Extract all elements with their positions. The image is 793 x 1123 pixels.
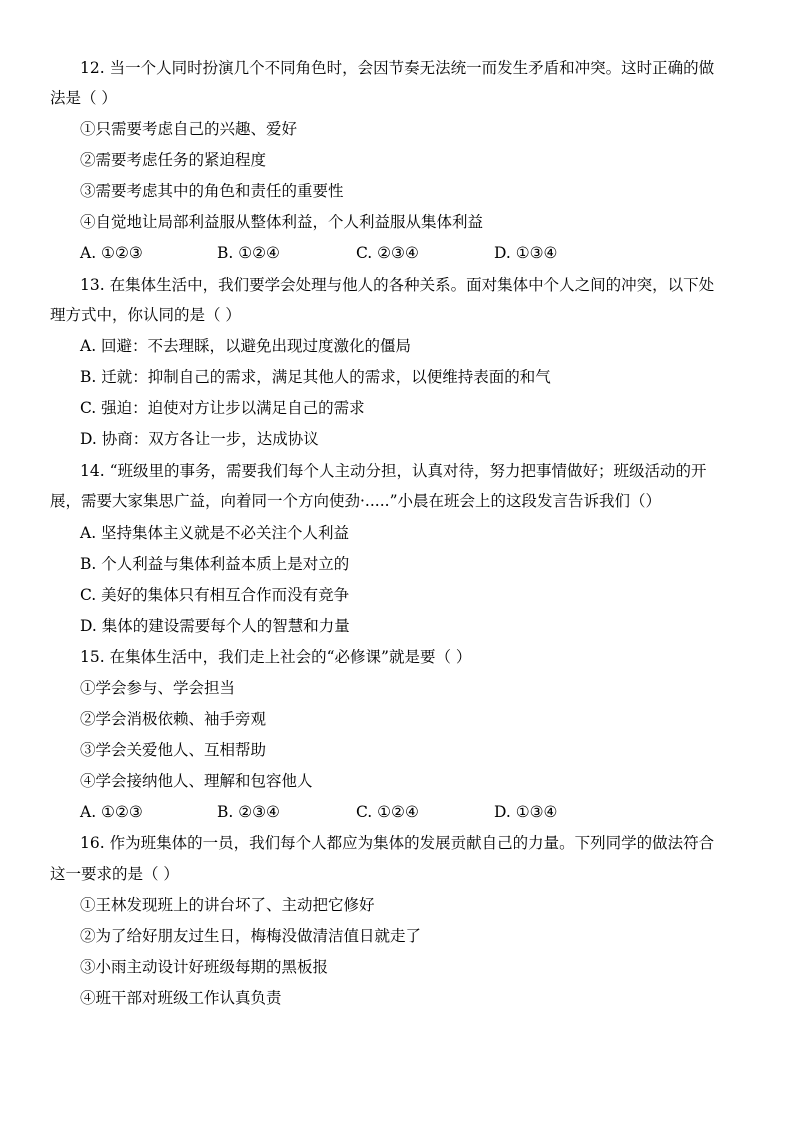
question-stem: 在集体生活中，我们要学会处理与他人的各种关系。面对集体中个人之间的冲突，以下处: [109, 276, 715, 294]
option-b: B. 个人利益与集体利益本质上是对立的: [80, 555, 350, 573]
option-a: A. 坚持集体主义就是不必关注个人利益: [80, 524, 350, 542]
statement-2: ②学会消极依赖、袖手旁观: [80, 710, 267, 728]
statement-1: ①只需要考虑自己的兴趣、爱好: [80, 120, 298, 138]
statement-1: ①王林发现班上的讲台坏了、主动把它修好: [80, 896, 375, 914]
option-b: B. 迁就：抑制自己的需求，满足其他人的需求，以便维持表面的和气: [80, 368, 551, 386]
option-c: C. 强迫：迫使对方让步以满足自己的需求: [80, 399, 365, 417]
option-a: A. 回避：不去理睬，以避免出现过度激化的僵局: [80, 337, 412, 355]
statement-3: ③需要考虑其中的角色和责任的重要性: [80, 182, 344, 200]
choice-b: B. ①②④: [217, 244, 280, 262]
choice-d: D. ①③④: [494, 244, 558, 262]
question-stem: “班级里的事务，需要我们每个人主动分担，认真对待，努力把事情做好；班级活动的开: [109, 462, 707, 480]
question-13-stem-line2: 理方式中，你认同的是（ ）: [50, 306, 241, 324]
statement-2: ②需要考虑任务的紧迫程度: [80, 151, 267, 169]
question-number: 15.: [80, 648, 105, 666]
statement-1: ①学会参与、学会担当: [80, 679, 236, 697]
question-number: 12.: [80, 59, 105, 77]
choice-d: D. ①③④: [494, 803, 558, 821]
choice-c: C. ②③④: [356, 244, 419, 262]
option-d: D. 协商：双方各让一步，达成协议: [80, 430, 319, 448]
question-number: 13.: [80, 276, 105, 294]
choice-b: B. ②③④: [217, 803, 280, 821]
option-d: D. 集体的建设需要每个人的智慧和力量: [80, 617, 350, 635]
question-15-stem-line1: [80, 647, 471, 667]
choice-a: A. ①②③: [80, 244, 143, 262]
choice-a: A. ①②③: [80, 803, 143, 821]
question-number: 16.: [80, 834, 105, 852]
statement-3: ③学会关爱他人、互相帮助: [80, 741, 267, 759]
question-13-stem-line1: [80, 275, 714, 295]
question-number: 14.: [80, 462, 105, 480]
question-stem: 作为班集体的一员，我们每个人都应为集体的发展贡献自己的力量。下列同学的做法符合: [109, 834, 715, 852]
question-14-stem-line2: 展，需要大家集思广益，向着同一个方向使劲·.....”小晨在班会上的这段发言告诉我们（）: [50, 492, 661, 510]
question-16-stem-line2: 这一要求的是（ ）: [50, 865, 179, 883]
statement-3: ③小雨主动设计好班级每期的黑板报: [80, 958, 329, 976]
question-12-stem-line1: [80, 58, 714, 78]
statement-2: ②为了给好朋友过生日，梅梅没做清洁值日就走了: [80, 927, 422, 945]
question-14-stem-line1: [80, 461, 707, 481]
statement-4: ④班干部对班级工作认真负责: [80, 989, 282, 1007]
question-12-stem-line2: 法是（ ）: [50, 89, 117, 107]
question-stem: 当一个人同时扮演几个不同角色时，会因节奏无法统一而发生矛盾和冲突。这时正确的做: [109, 59, 715, 77]
question-stem: 在集体生活中，我们走上社会的“必修课”就是要（ ）: [109, 648, 472, 666]
choice-c: C. ①②④: [356, 803, 419, 821]
option-c: C. 美好的集体只有相互合作而没有竞争: [80, 586, 350, 604]
statement-4: ④自觉地让局部利益服从整体利益，个人利益服从集体利益: [80, 213, 484, 231]
statement-4: ④学会接纳他人、理解和包容他人: [80, 772, 313, 790]
question-16-stem-line1: [80, 833, 714, 853]
